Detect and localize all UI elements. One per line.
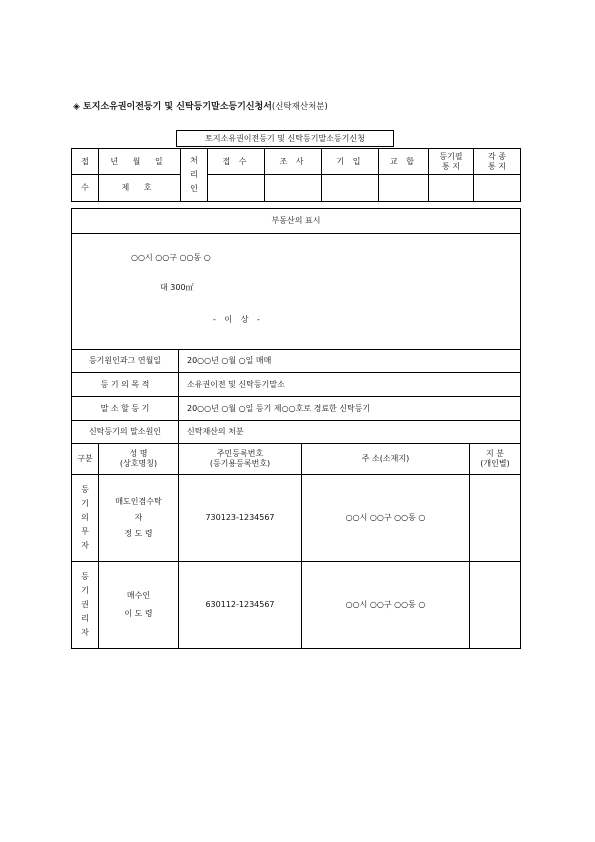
parties-name-header: 성 명 (상호명칭): [99, 444, 179, 475]
receipt-su-label: 수: [72, 175, 99, 202]
receipt-cell-blank: [208, 175, 265, 202]
document-title-sub: (신탁재산처분): [271, 102, 328, 112]
col-registry-notice: 등기필 통 지: [429, 149, 474, 175]
party-share-obligor: [470, 475, 521, 562]
party-role-obligor: 등 기 의 무 자: [72, 475, 99, 562]
parties-address-header: 주 소(소재지): [302, 444, 470, 475]
party-id-holder: 630112-1234567: [179, 562, 302, 649]
property-area: 대 300㎡: [160, 283, 194, 292]
row-cause-value: 20○○년 ○월 ○일 매매: [179, 350, 521, 373]
check-cell-blank: [379, 175, 429, 202]
col-check: 교 합: [379, 149, 429, 175]
receipt-date: 년 월 일: [99, 149, 181, 175]
party-address-obligor: ○○시 ○○구 ○○동 ○: [302, 475, 470, 562]
entry-cell-blank: [322, 175, 379, 202]
col-each-notice: 각 종 통 지: [474, 149, 521, 175]
party-address-holder: ○○시 ○○구 ○○동 ○: [302, 562, 470, 649]
party-role-holder: 등 기 권 리 자: [72, 562, 99, 649]
row-cancel-cause-value: 신탁재산의 처분: [179, 421, 521, 444]
row-cancel-cause-label: 신탁등기의 말소원인: [72, 421, 179, 444]
each-notice-cell-blank: [474, 175, 521, 202]
receipt-table: [71, 148, 521, 202]
row-purpose-label: 등 기 의 목 적: [72, 373, 179, 397]
review-cell-blank: [265, 175, 322, 202]
application-header-box: 토지소유권이전등기 및 신탁등기말소등기신청: [176, 130, 394, 147]
col-receipt: 접 수: [208, 149, 265, 175]
processor-label: 처 리 인: [181, 149, 208, 202]
registry-notice-cell-blank: [429, 175, 474, 202]
receipt-jeop-label: 접: [72, 149, 99, 175]
parties-id-header: 주민등록번호 (등기용등록번호): [179, 444, 302, 475]
row-purpose-value: 소유권이전 및 신탁등기말소: [179, 373, 521, 397]
party-name-obligor: 매도인겸수탁 자 정 도 령: [99, 475, 179, 562]
party-name-holder: 매수인 이 도 령: [99, 562, 179, 649]
row-cancel-value: 20○○년 ○월 ○일 등기 제○○호로 경료한 신탁등기: [179, 397, 521, 421]
application-main-table: [71, 208, 521, 649]
receipt-number: 제 호: [99, 175, 181, 202]
document-title: [73, 99, 328, 112]
property-header: 부동산의 표시: [72, 209, 521, 234]
parties-gubun-header: 구분: [72, 444, 99, 475]
parties-share-header: 지 분 (개인별): [470, 444, 521, 475]
party-share-holder: [470, 562, 521, 649]
row-cancel-label: 말 소 할 등 기: [72, 397, 179, 421]
row-cause-label: 등기원인과그 연월일: [72, 350, 179, 373]
col-entry: 기 입: [322, 149, 379, 175]
party-id-obligor: 730123-1234567: [179, 475, 302, 562]
property-address: ○○시 ○○구 ○○동 ○: [131, 253, 211, 262]
property-description: [72, 234, 521, 350]
document-title-main: ◈ 토지소유권이전등기 및 신탁등기말소등기신청서: [73, 102, 272, 112]
property-end-mark: - 이 상 -: [213, 315, 263, 324]
col-review: 조 사: [265, 149, 322, 175]
